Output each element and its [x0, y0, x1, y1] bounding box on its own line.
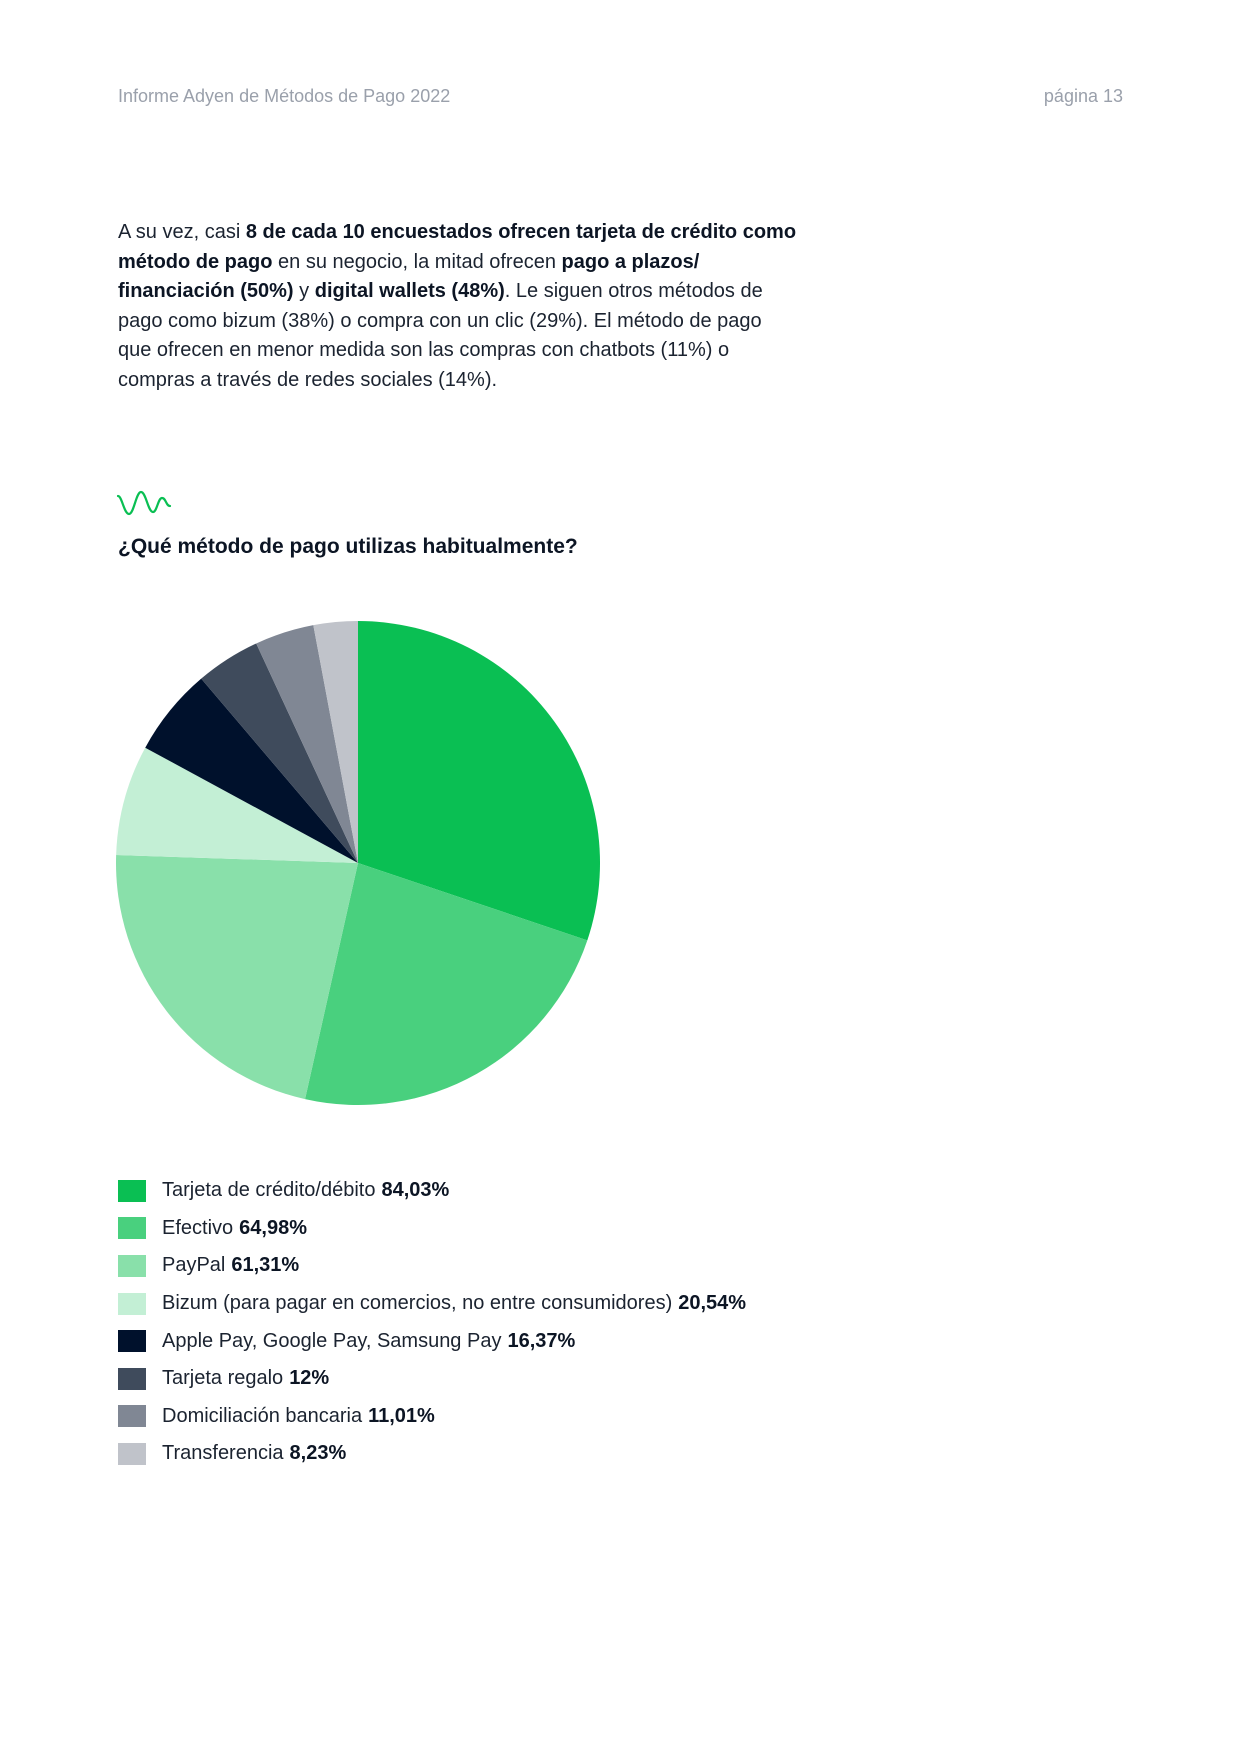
legend-label: Domiciliación bancaria [162, 1404, 363, 1427]
legend-item [118, 1322, 918, 1360]
pie-chart [115, 620, 601, 1106]
legend-label: Efectivo [162, 1216, 234, 1239]
page-number: página 13 [1043, 86, 1123, 106]
intro-segment: . Le siguen otros métodos de pago como bizum (38%) o compra con un clic (29%). El método de pago que ofrecen en menor medida son las compras con chatbots (11%) o compras a través de redes sociales (14%). [118, 280, 763, 391]
legend-swatch [118, 1330, 146, 1352]
legend-item [118, 1172, 918, 1210]
legend-label: Transferencia [162, 1442, 284, 1465]
intro-segment: en su negocio, la mitad ofrecen [272, 250, 562, 273]
intro-segment-bold: 8 de cada 10 encuestados ofrecen tarjeta de crédito como método de pago [118, 221, 797, 273]
legend-item [118, 1210, 918, 1248]
legend-value: 61,31% [231, 1254, 300, 1277]
legend-label: Bizum (para pagar en comercios, no entre consumidores) [162, 1292, 673, 1315]
legend-swatch [118, 1443, 146, 1465]
intro-segment: A su vez, casi [118, 221, 246, 243]
chart-legend [118, 1172, 918, 1473]
legend-swatch [118, 1405, 146, 1427]
legend-value: 16,37% [507, 1329, 576, 1352]
legend-label: Apple Pay, Google Pay, Samsung Pay [162, 1329, 502, 1352]
legend-swatch [118, 1255, 146, 1277]
legend-item [118, 1285, 918, 1323]
legend-item [118, 1360, 918, 1398]
legend-value: 11,01% [368, 1404, 435, 1427]
legend-value: 8,23% [289, 1442, 347, 1465]
legend-swatch [118, 1368, 146, 1390]
legend-swatch [118, 1217, 146, 1239]
legend-label: Tarjeta regalo [162, 1367, 284, 1390]
chart-title: ¿Qué método de pago utilizas habitualmente? [118, 535, 578, 558]
legend-value: 20,54% [678, 1292, 747, 1315]
report-title: Informe Adyen de Métodos de Pago 2022 [118, 86, 451, 106]
legend-item [118, 1435, 918, 1473]
intro-segment-bold: pago a plazos/ financiación (50%) [118, 250, 700, 302]
legend-swatch [118, 1293, 146, 1315]
legend-value: 84,03% [381, 1179, 450, 1202]
intro-paragraph [118, 218, 798, 395]
wave-icon [116, 488, 172, 518]
legend-swatch [118, 1180, 146, 1202]
intro-segment: y [293, 280, 315, 302]
legend-item [118, 1398, 918, 1436]
legend-value: 12% [289, 1367, 330, 1390]
legend-item [118, 1247, 918, 1285]
page-header [118, 86, 1123, 110]
legend-value: 64,98% [239, 1216, 307, 1239]
legend-label: Tarjeta de crédito/débito [162, 1179, 376, 1202]
intro-segment-bold: digital wallets (48%) [314, 280, 505, 302]
legend-label: PayPal [162, 1254, 226, 1277]
